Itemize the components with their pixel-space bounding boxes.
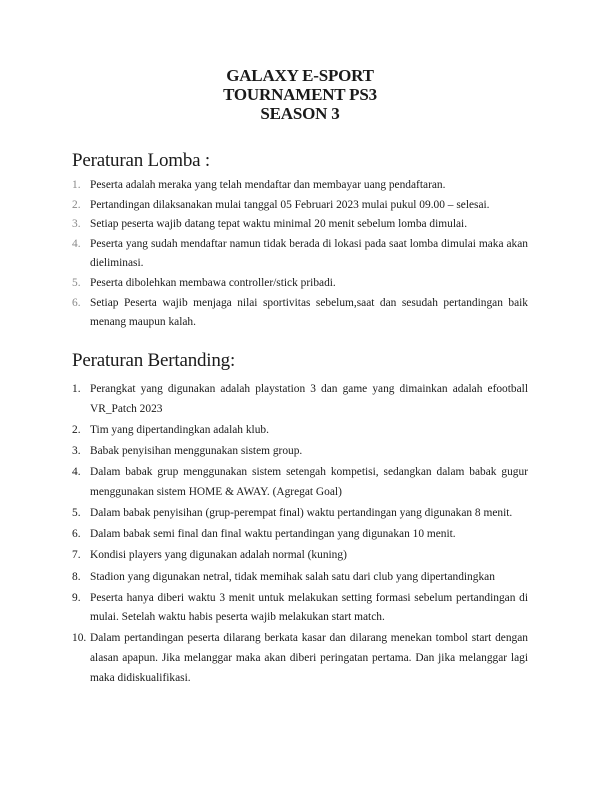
list-item-text: Perangkat yang digunakan adalah playstation 3 dan game yang dimainkan adalah efootball VR_Patch 2023 — [90, 383, 528, 415]
list-item-text: Dalam pertandingan peserta dilarang berkata kasar dan dilarang menekan tombol start dengan alasan apapun. Jika melanggar maka akan diberi peringatan pertama. Dan jika melanggar lagi maka didiskualifikasi. — [90, 632, 528, 684]
list-item-number: 2. — [72, 423, 81, 436]
list-item — [72, 196, 528, 216]
list-item — [72, 215, 528, 235]
list-item-text: Dalam babak semi final dan final waktu pertandingan yang digunakan 10 menit. — [90, 528, 456, 541]
list-item-text: Setiap Peserta wajib menjaga nilai sportivitas sebelum,saat dan sesudah pertandingan baik menang maupun kalah. — [90, 296, 528, 329]
list-item-number: 9. — [72, 591, 81, 604]
list-item-text: Babak penyisihan menggunakan sistem group. — [90, 444, 303, 457]
list-item-number: 1. — [72, 179, 81, 191]
document-title — [0, 66, 600, 123]
list-item — [72, 463, 528, 502]
list-item-number: 4. — [72, 466, 81, 479]
list-item-number: 3. — [72, 444, 81, 457]
list-item — [72, 176, 528, 196]
list-item-text: Peserta hanya diberi waktu 3 menit untuk melakukan setting formasi sebelum pertandingan di mulai. Setelah waktu habis peserta wajib melakukan start match. — [90, 591, 528, 624]
list-item-number: 2. — [72, 198, 81, 211]
list-item-number: 10. — [72, 632, 87, 645]
list-item — [72, 504, 528, 524]
list-item-text: Peserta adalah meraka yang telah mendaftar dan membayar uang pendaftaran. — [90, 179, 446, 191]
list-item-number: 4. — [72, 237, 81, 250]
list-item — [72, 568, 528, 588]
list-item — [72, 235, 528, 274]
list-item — [72, 629, 528, 688]
list-item-text: Dalam babak grup menggunakan sistem setengah kompetisi, sedangkan dalam babak gugur menggunakan sistem HOME & AWAY. (Agregat Goal) — [90, 466, 528, 498]
list-item — [72, 442, 528, 462]
peraturan-lomba-list — [72, 176, 528, 333]
list-item — [72, 380, 528, 419]
list-item-text: Setiap peserta wajib datang tepat waktu minimal 20 menit sebelum lomba dimulai. — [90, 218, 468, 231]
list-item-number: 5. — [72, 506, 81, 519]
title-line-1: GALAXY E-SPORT — [226, 66, 374, 85]
list-item — [72, 525, 528, 545]
peraturan-bertanding-list — [72, 380, 528, 690]
list-item-text: Peserta yang sudah mendaftar namun tidak berada di lokasi pada saat lomba dimulai maka akan dieliminasi. — [90, 237, 528, 270]
list-item — [72, 294, 528, 333]
list-item-text: Tim yang dipertandingkan adalah klub. — [90, 423, 269, 436]
list-item — [72, 589, 528, 628]
list-item-text: Pertandingan dilaksanakan mulai tanggal 05 Februari 2023 mulai pukul 09.00 – selesai. — [90, 198, 490, 211]
title-line-2: TOURNAMENT PS3 — [223, 85, 377, 104]
list-item-number: 1. — [72, 383, 81, 395]
list-item-number: 3. — [72, 218, 81, 231]
list-item-number: 5. — [72, 276, 81, 289]
list-item-text: Dalam babak penyisihan (grup-perempat final) waktu pertandingan yang digunakan 8 menit. — [90, 506, 513, 519]
list-item — [72, 546, 528, 566]
list-item-number: 6. — [72, 528, 81, 541]
list-item-text: Stadion yang digunakan netral, tidak memihak salah satu dari club yang dipertandingkan — [90, 570, 495, 583]
title-line-3: SEASON 3 — [260, 104, 340, 123]
section-heading-peraturan-bertanding: Peraturan Bertanding: — [72, 350, 236, 371]
list-item-number: 8. — [72, 570, 81, 583]
list-item — [72, 421, 528, 441]
list-item — [72, 274, 528, 294]
list-item-number: 7. — [72, 549, 81, 562]
list-item-text: Peserta dibolehkan membawa controller/stick pribadi. — [90, 276, 336, 289]
list-item-number: 6. — [72, 296, 81, 309]
list-item-text: Kondisi players yang digunakan adalah normal (kuning) — [90, 549, 347, 562]
section-heading-peraturan-lomba: Peraturan Lomba : — [72, 150, 210, 171]
